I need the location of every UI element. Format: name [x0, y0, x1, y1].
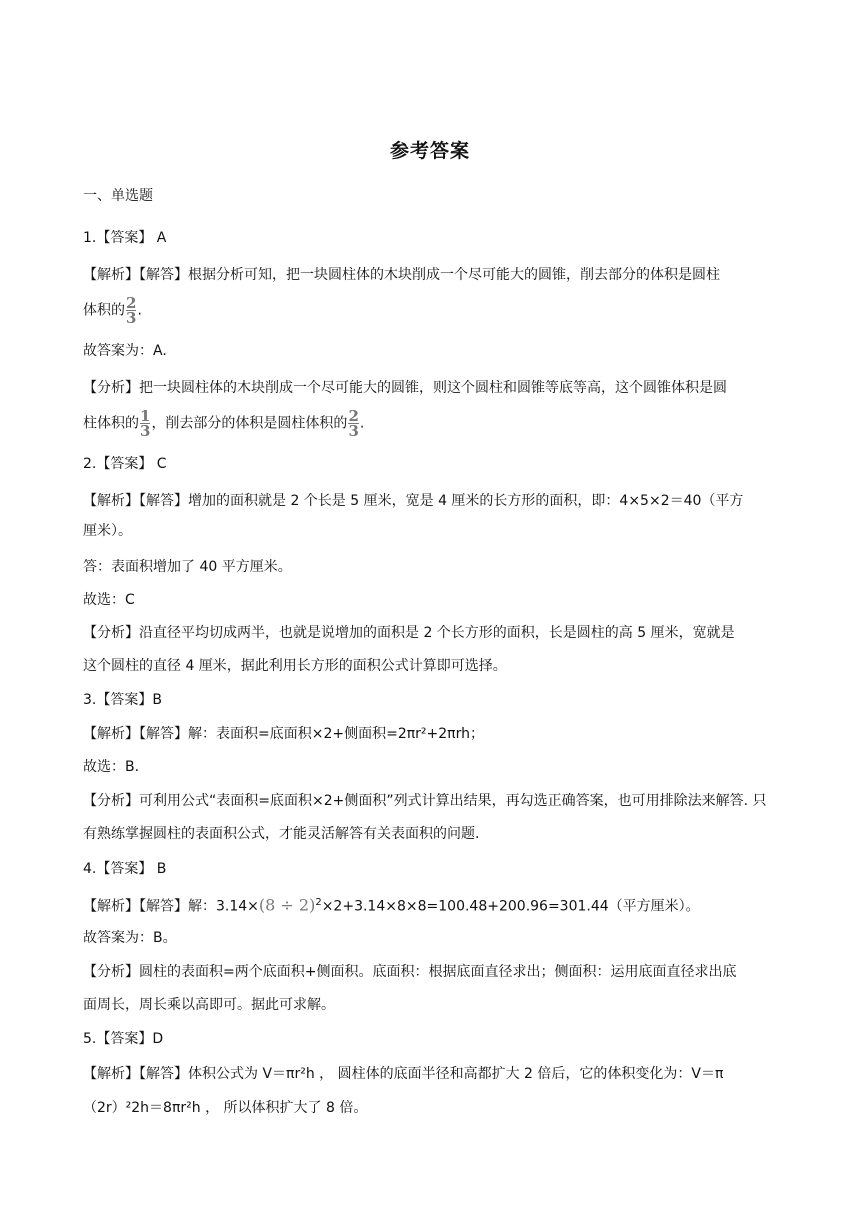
q1-jiexi-line1: 【解析】【解答】根据分析可知，把一块圆柱体的木块削成一个尽可能大的圆锥，削去部分的体积是圆柱	[83, 267, 720, 283]
q1-fenxi-line2: 柱体积的 $\frac{1}{3}$ ，削去部分的体积是圆柱体积的 $\frac{2}{3}$ .	[83, 407, 365, 440]
q2-reply: 答：表面积增加了 40 平方厘米。	[83, 559, 292, 575]
fraction-one-third: $\frac{1}{3}$	[140, 407, 151, 440]
q1-fenxi-line1: 【分析】把一块圆柱体的木块削成一个尽可能大的圆锥，则这个圆柱和圆锥等底等高，这个圆锥体积是圆	[83, 380, 727, 396]
q2-answer: 2.【答案】 C	[83, 456, 167, 472]
q2-jiexi-line2: 厘米）。	[83, 523, 132, 539]
q4-fenxi-line1: 【分析】圆柱的表面积=两个底面积+侧面积。底面积：根据底面直径求出；侧面积：运用底面直径求出底	[83, 964, 737, 980]
q1-result: 故答案为：A.	[83, 343, 167, 359]
q4-fenxi-line2: 面周长，周长乘以高即可。据此可求解。	[83, 997, 335, 1013]
q5-answer: 5.【答案】D	[83, 1031, 164, 1047]
q1-answer: 1.【答案】 A	[83, 230, 167, 246]
q2-jiexi-line1: 【解析】【解答】增加的面积就是 2 个长是 5 厘米，宽是 4 厘米的长方形的面积，即：4×5×2＝40（平方	[83, 493, 744, 509]
q1-jiexi-text: 体积的	[83, 302, 125, 319]
q3-fenxi-line2: 有熟练掌握圆柱的表面积公式，才能灵活解答有关表面积的问题.	[83, 826, 480, 842]
page-title: 参考答案	[389, 140, 470, 162]
exponent: 2	[315, 897, 322, 908]
q5-jiexi-line1: 【解析】【解答】体积公式为 V＝πr²h ， 圆柱体的底面半径和高都扩大 2 倍后，它的体积变化为：V＝π	[83, 1066, 724, 1082]
q2-fenxi-line2: 这个圆柱的直径 4 厘米，据此利用长方形的面积公式计算即可选择。	[83, 658, 507, 674]
q3-result: 故选：B.	[83, 759, 140, 775]
q2-fenxi-line1: 【分析】沿直径平均切成两半，也就是说增加的面积是 2 个长方形的面积，长是圆柱的高 5 厘米，宽就是	[83, 625, 735, 641]
fraction-two-thirds: $\frac{2}{3}$	[348, 407, 359, 440]
q4-jiexi: 【解析】【解答】解：$3.14\times(8 \div 2)^2\times 2+3.14\times 8\times 8=100.48+200.96=301.44$（平方厘米）。	[83, 895, 700, 915]
q1-jiexi-line2: 体积的 $\frac{2}{3}$ .	[83, 294, 142, 327]
q4-result: 故答案为：B。	[83, 930, 177, 946]
section-heading: 一、单选题	[83, 188, 153, 204]
formula-parenthesis: (8 ÷ 2)	[258, 895, 316, 915]
q3-fenxi-line1: 【分析】可利用公式“表面积=底面积×2+侧面积”列式计算出结果，再勾选正确答案，也可用排除法来解答. 只	[83, 793, 767, 809]
q2-result: 故选：C	[83, 592, 135, 608]
q3-jiexi: 【解析】【解答】解：表面积=底面积×2+侧面积=2πr²+2πrh；	[83, 726, 484, 742]
q3-answer: 3.【答案】B	[83, 692, 162, 708]
q4-answer: 4.【答案】 B	[83, 861, 167, 877]
fraction-two-thirds: $\frac{2}{3}$	[126, 294, 137, 327]
q5-jiexi-line2: （2r）²2h＝8πr²h ， 所以体积扩大了 8 倍。	[83, 1100, 368, 1116]
